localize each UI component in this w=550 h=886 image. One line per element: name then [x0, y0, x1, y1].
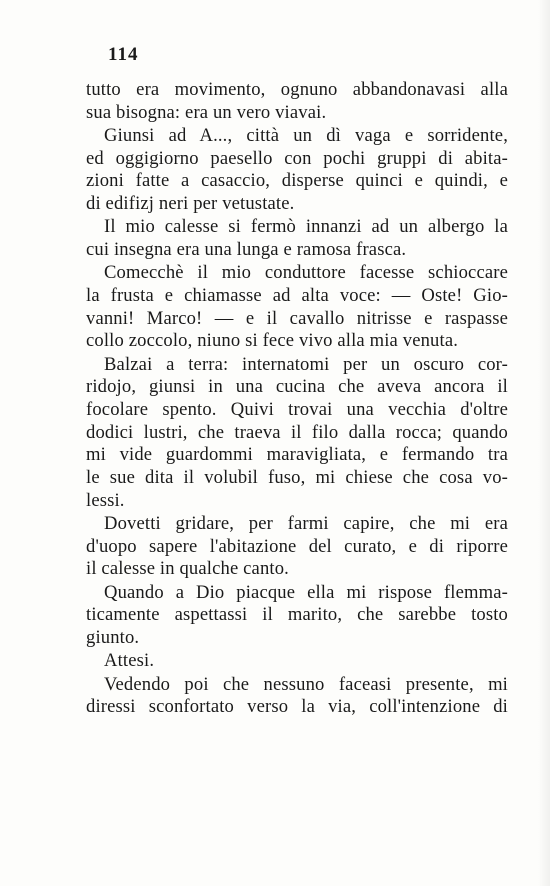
text-line: zioni fatte a casaccio, disperse quinci e quindi, e — [86, 170, 508, 192]
text-line: Vedendo poi che nessuno faceasi presente, mi — [104, 673, 508, 695]
text-line: Il mio calesse si fermò innanzi ad un albergo la — [104, 216, 508, 238]
text-line: Quando a Dio piacque ella mi rispose flemma- — [104, 581, 508, 603]
paragraph — [86, 674, 508, 719]
paragraph — [86, 262, 508, 353]
text-line: Attesi. — [104, 650, 155, 672]
text-line: d'uopo sapere l'abitazione del curato, e di riporre — [86, 535, 508, 557]
page-edge-shadow — [538, 0, 550, 886]
text-line: Comecchè il mio conduttore facesse schioccare — [104, 262, 508, 284]
text-line: Dovetti gridare, per farmi capire, che mi era — [104, 513, 508, 535]
paragraph — [86, 582, 508, 650]
text-line: ed oggigiorno paesello con pochi gruppi di abita- — [86, 147, 508, 169]
body-text — [86, 79, 508, 719]
text-line: giunto. — [86, 627, 140, 649]
text-line: tutto era movimento, ognuno abbandonavasi alla — [86, 79, 508, 100]
text-line: cui insegna era una lunga e ramosa frasca. — [86, 239, 407, 260]
paragraph — [86, 650, 508, 673]
text-line: dodici lustri, che traeva il filo dalla rocca; quando — [86, 421, 508, 443]
paragraph — [86, 79, 508, 124]
text-line: mi vide guardommi maravigliata, e fermando tra — [86, 444, 508, 466]
text-line: la frusta e chiamasse ad alta voce: — Oste! Gio- — [86, 284, 508, 306]
text-line: ticamente aspettassi il marito, che sarebbe tosto — [86, 604, 508, 626]
text-line: sua bisogna: era un vero viavai. — [86, 101, 327, 123]
text-line: focolare spento. Quivi trovai una vecchia d'oltre — [86, 399, 508, 420]
paragraph — [86, 513, 508, 581]
text-line: di edifizj neri per vetustate. — [86, 193, 295, 215]
text-line: diressi sconfortato verso la via, coll'intenzione di — [86, 696, 508, 718]
text-line: le sue dita il volubil fuso, mi chiese che cosa vo- — [86, 467, 508, 489]
text-line: lessi. — [86, 489, 125, 511]
text-line: Balzai a terra: internatomi per un oscuro cor- — [104, 353, 508, 375]
text-line: Giunsi ad A..., città un dì vaga e sorridente, — [104, 124, 508, 146]
paragraph — [86, 216, 508, 261]
paragraph — [86, 354, 508, 513]
paragraph — [86, 125, 508, 216]
text-line: collo zoccolo, niuno si fece vivo alla mia venuta. — [86, 330, 459, 352]
text-line: ridojo, giunsi in una cucina che aveva ancora il — [86, 376, 508, 398]
text-line: il calesse in qualche canto. — [86, 558, 289, 580]
text-line: vanni! Marco! — e il cavallo nitrisse e raspasse — [86, 307, 508, 329]
page-number: 114 — [108, 44, 139, 65]
